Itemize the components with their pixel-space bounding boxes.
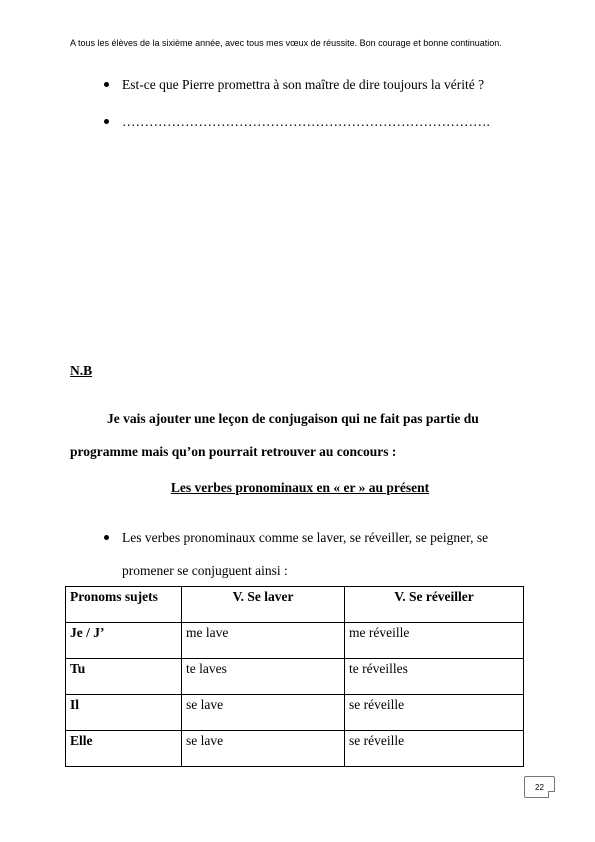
lesson-bullet-line-2: promener se conjuguent ainsi : <box>122 563 288 578</box>
table-row <box>66 731 524 767</box>
bullet-dot-icon <box>104 119 109 124</box>
intro-line-1: Je vais ajouter une leçon de conjugaison qui ne fait pas partie du <box>107 411 479 426</box>
lesson-subtitle <box>70 480 530 496</box>
cell-pronoun: Je / J’ <box>66 623 182 659</box>
lesson-subtitle-text: Les verbes pronominaux en « er » au présent <box>170 480 430 495</box>
table-row <box>66 623 524 659</box>
header-dedication: A tous les élèves de la sixième année, avec tous mes vœux de réussite. Bon courage et bonne continuation. <box>70 38 502 48</box>
cell-se-laver: se lave <box>182 731 345 767</box>
intro-paragraph <box>70 402 530 468</box>
cell-pronoun: Il <box>66 695 182 731</box>
cell-se-laver: te laves <box>182 659 345 695</box>
bullet-dot-icon <box>104 535 109 540</box>
bullet-dot-icon <box>104 82 109 87</box>
cell-se-laver: se lave <box>182 695 345 731</box>
page-number: 22 <box>535 782 544 792</box>
bullet-text: Est-ce que Pierre promettra à son maître de dire toujours la vérité ? <box>122 77 485 92</box>
cell-se-reveiller: se réveille <box>345 731 524 767</box>
header-pronouns: Pronoms sujets <box>66 587 182 623</box>
page-number-badge <box>524 776 555 798</box>
cell-pronoun: Tu <box>66 659 182 695</box>
conjugation-table <box>65 586 524 767</box>
table-row <box>66 695 524 731</box>
bullet-answer-blank <box>104 114 490 130</box>
bullet-text: ………………………………………………………………………. <box>122 114 490 129</box>
bullet-question <box>104 77 484 93</box>
nb-label: N.B <box>70 363 93 378</box>
intro-line-2: programme mais qu’on pourrait retrouver au concours : <box>70 444 397 459</box>
lesson-bullet <box>104 521 524 587</box>
cell-se-reveiller: me réveille <box>345 623 524 659</box>
table-header-row <box>66 587 524 623</box>
cell-se-reveiller: se réveille <box>345 695 524 731</box>
table-row <box>66 659 524 695</box>
cell-pronoun: Elle <box>66 731 182 767</box>
cell-se-reveiller: te réveilles <box>345 659 524 695</box>
cell-se-laver: me lave <box>182 623 345 659</box>
header-se-laver: V. Se laver <box>182 587 345 623</box>
header-se-reveiller: V. Se réveiller <box>345 587 524 623</box>
lesson-bullet-line-1: Les verbes pronominaux comme se laver, se réveiller, se peigner, se <box>122 530 489 545</box>
